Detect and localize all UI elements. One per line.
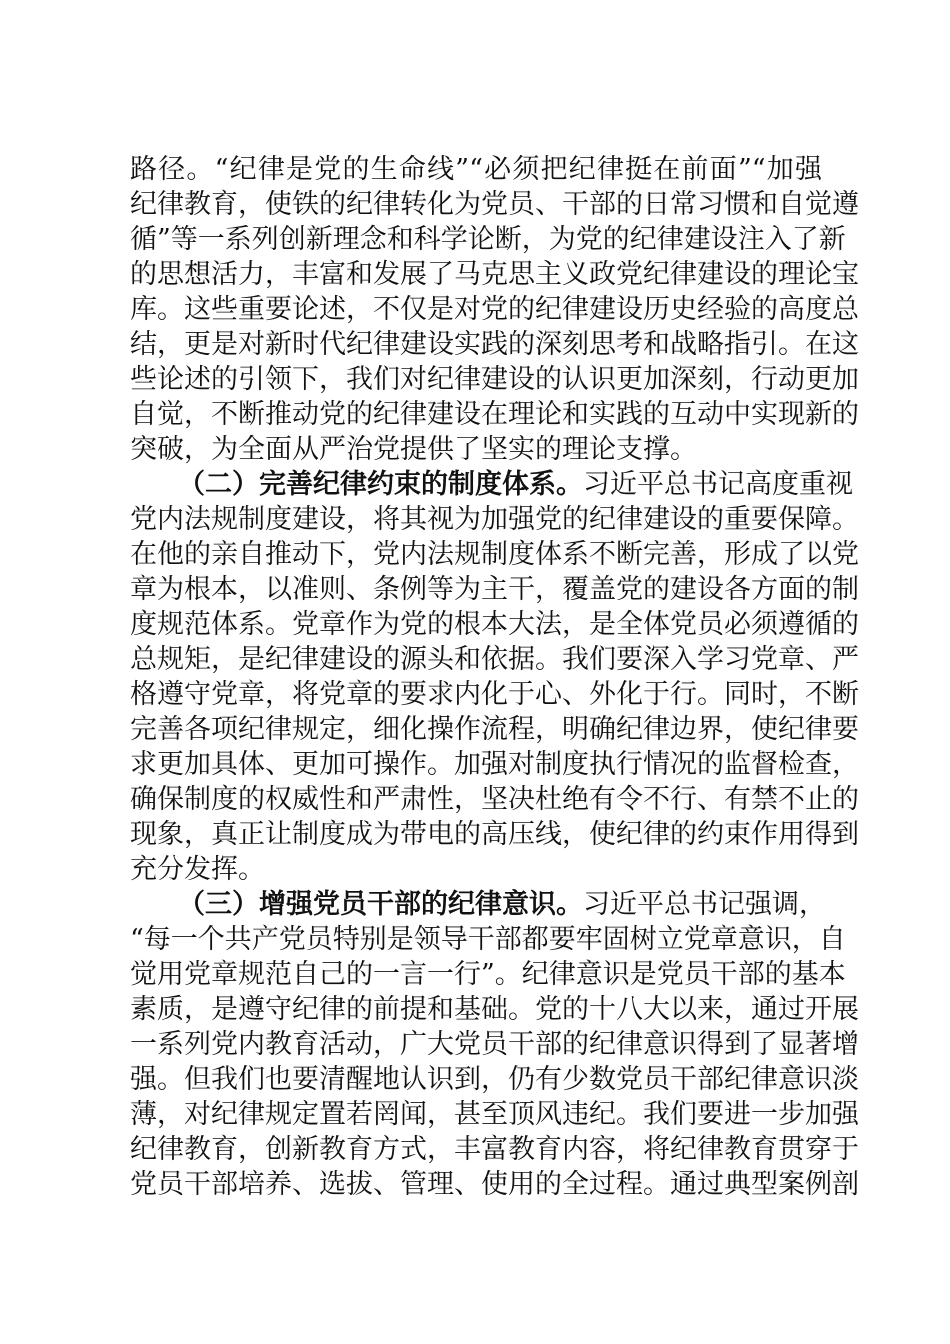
text-line: 自觉，不断推动党的纪律建设在理论和实践的互动中实现新的 — [130, 399, 859, 430]
text-span: 习近平总书记高度重视 — [583, 469, 853, 500]
text-line: “每一个共产党员特别是领导干部都要牢固树立党章意识，自 — [130, 924, 846, 955]
section-heading: （二）完善纪律约束的制度体系。 — [178, 469, 583, 500]
text-line: 觉用党章规范自己的一言一行”。纪律意识是党员干部的基本 — [130, 959, 846, 990]
text-line: 度规范体系。党章作为党的根本大法，是全体党员必须遵循的 — [130, 609, 859, 640]
text-line: 完善各项纪律规定，细化操作流程，明确纪律边界，使纪律要 — [130, 714, 859, 745]
text-line: 充分发挥。 — [130, 854, 265, 885]
text-line: 纪律教育，使铁的纪律转化为党员、干部的日常习惯和自觉遵 — [130, 189, 859, 220]
text-line: 薄，对纪律规定置若罔闻，甚至顶风违纪。我们要进一步加强 — [130, 1099, 859, 1130]
text-line: 党员干部培养、选拔、管理、使用的全过程。通过典型案例剖 — [130, 1169, 859, 1200]
text-line: 库。这些重要论述，不仅是对党的纪律建设历史经验的高度总 — [130, 294, 859, 325]
text-line: 素质，是遵守纪律的前提和基础。党的十八大以来，通过开展 — [130, 994, 859, 1025]
paragraph-2 — [130, 467, 859, 887]
text-line: 的思想活力，丰富和发展了马克思主义政党纪律建设的理论宝 — [130, 259, 859, 290]
text-line: 突破，为全面从严治党提供了坚实的理论支撑。 — [130, 434, 697, 465]
text-line: 结，更是对新时代纪律建设实践的深刻思考和战略指引。在这 — [130, 329, 859, 360]
text-line: 强。但我们也要清醒地认识到，仍有少数党员干部纪律意识淡 — [130, 1064, 859, 1095]
text-line: 章为根本，以准则、条例等为主干，覆盖党的建设各方面的制 — [130, 574, 859, 605]
text-line: 现象，真正让制度成为带电的高压线，使纪律的约束作用得到 — [130, 819, 859, 850]
text-line: 确保制度的权威性和严肃性，坚决杜绝有令不行、有禁不止的 — [130, 784, 859, 815]
text-line: 在他的亲自推动下，党内法规制度体系不断完善，形成了以党 — [130, 539, 859, 570]
text-span: 习近平总书记强调， — [583, 889, 826, 920]
text-line — [130, 467, 853, 502]
text-line — [130, 887, 826, 922]
document-page — [130, 152, 859, 1202]
text-line: 总规矩，是纪律建设的源头和依据。我们要深入学习党章、严 — [130, 644, 859, 675]
paragraph-1 — [130, 152, 859, 467]
text-line: 纪律教育，创新教育方式，丰富教育内容，将纪律教育贯穿于 — [130, 1134, 859, 1165]
text-line: 些论述的引领下，我们对纪律建设的认识更加深刻，行动更加 — [130, 364, 859, 395]
text-line: 循”等一系列创新理念和科学论断，为党的纪律建设注入了新 — [130, 224, 846, 255]
paragraph-3 — [130, 887, 859, 1202]
text-line: 一系列党内教育活动，广大党员干部的纪律意识得到了显著增 — [130, 1029, 859, 1060]
text-line: 路径。“纪律是党的生命线”“必须把纪律挺在前面”“加强 — [130, 154, 822, 185]
section-heading: （三）增强党员干部的纪律意识。 — [178, 889, 583, 920]
text-line: 求更加具体、更加可操作。加强对制度执行情况的监督检查， — [130, 749, 859, 780]
text-line: 党内法规制度建设，将其视为加强党的纪律建设的重要保障。 — [130, 504, 859, 535]
text-line: 格遵守党章，将党章的要求内化于心、外化于行。同时，不断 — [130, 679, 859, 710]
